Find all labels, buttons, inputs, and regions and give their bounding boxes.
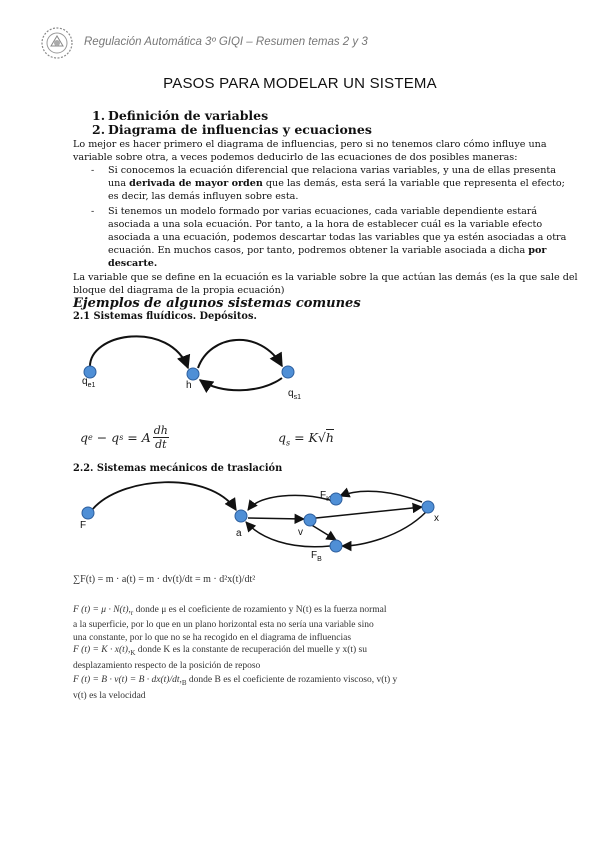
arrow-x-to-Fk	[340, 491, 422, 502]
arrow-v-to-x	[316, 507, 422, 518]
friction-force-equation: F (t) = μ · N(t),	[73, 605, 131, 615]
label-a: a	[236, 528, 242, 539]
tank-mass-balance-equation: q e − q s = A dh dt	[80, 424, 168, 451]
university-seal-icon	[40, 26, 74, 60]
newton-second-law-equation: ∑F(t) = m · a(t) = m · dv(t)/dt = m · d²x(t)/dt²	[73, 574, 256, 585]
label-Fk: $F_K$	[320, 490, 331, 503]
node-Fk	[330, 493, 342, 505]
node-h	[187, 368, 199, 380]
friction-force-paragraph: F $(t) = \mu \cdot N(t),_r$ donde μ es el coeficiente de rozamiento y N(t) es la fuerza normal a la superficie, por lo que en un plano horizontal esta no sería una variable sino una constante, por lo que no se ha recogido en el diagrama de influencias F $(t) = K \cdot x(t),_K$ donde K es la constante de recuperación del muelle y x(t) su desplazamiento respecto de la posición de reposo F $(t) = B \cdot v(t) = B \cdot dx(t)/dt,_B$ donde B es el coeficiente de rozamiento viscoso, v(t) y v(t) es la velocidad	[73, 605, 398, 701]
arrow-Fk-to-a	[248, 495, 330, 510]
arrow-a-to-v	[248, 518, 304, 519]
label-qs: $q_{s1}$	[288, 388, 301, 401]
label-F: F	[80, 520, 87, 531]
spring-force-equation: F (t) = K · x(t),	[73, 645, 131, 656]
node-qs	[282, 366, 294, 378]
text-line: variable sobre otra, a veces podemos deducirlo de las ecuaciones de dos posibles maneras:	[73, 152, 518, 163]
after-paragraph: La variable que se define en la ecuación es la variable sobre la que actúan las demás (es la que sale del bloque del diagrama de la propia ecuación)	[73, 272, 578, 296]
bullet-dash: -	[91, 206, 95, 217]
bullet-dash: -	[91, 165, 95, 176]
label-qe: $q_{e1}$	[82, 376, 96, 389]
bullet-item: - Si conocemos la ecuación diferencial que relaciona varias variables, y una de ellas presenta una derivada de mayor orden que las demás, esta será la variable que representa el efecto; es decir, las demás influyen sobre esta.	[91, 165, 565, 202]
step-number: 1.	[92, 108, 106, 123]
page-title: PASOS PARA MODELAR UN SISTEMA	[163, 75, 437, 92]
section-2-2-title: 2.2. Sistemas mecánicos de traslación	[73, 463, 283, 474]
examples-heading: Ejemplos de algunos sistemas comunes	[73, 296, 361, 311]
node-F	[82, 507, 94, 519]
node-Fb	[330, 540, 342, 552]
arrow-qs-to-h	[200, 378, 282, 390]
label-Fb: $F_B$	[311, 550, 322, 563]
arrow-v-to-Fb	[310, 524, 336, 540]
viscous-force-equation: F (t) = B · v(t) = B · dx(t)/dt,	[73, 675, 182, 686]
mechanical-influence-diagram	[60, 472, 450, 568]
node-a	[235, 510, 247, 522]
node-x	[422, 501, 434, 513]
label-v: v	[298, 527, 303, 538]
section-2-1-title: 2.1 Sistemas fluídicos. Depósitos.	[73, 311, 257, 322]
label-x: x	[434, 513, 439, 524]
bullet-item: - Si tenemos un modelo formado por varias ecuaciones, cada variable dependiente estará asociada a una sola ecuación. Por tanto, a la hora de establecer cuál es la variable efecto asociada a una ecuación, podemos descartar todas las variables que ya estén asociadas a otra ecuación. En muchos casos, por tanto, podremos obtener la variable asociada a dicha por descarte.	[91, 206, 567, 269]
arrow-Fb-to-a	[246, 522, 330, 547]
tank-outflow-equation: $q_s = K√h$	[278, 430, 334, 448]
page-header: Regulación Automática 3º GIQI – Resumen temas 2 y 3	[84, 36, 368, 48]
arrow-x-to-Fb	[342, 512, 426, 546]
step-number: 2.	[92, 122, 106, 137]
text-line: Lo mejor es hacer primero el diagrama de influencias, pero si no tenemos claro cómo influye una	[73, 139, 547, 150]
arrow-h-to-qs	[198, 340, 282, 368]
arrow-qe-to-h	[90, 336, 188, 368]
intro-paragraph	[73, 138, 573, 164]
step-label: Diagrama de influencias y ecuaciones	[108, 122, 372, 137]
node-v	[304, 514, 316, 526]
arrow-F-to-a	[92, 482, 236, 510]
step-label: Definición de variables	[108, 108, 269, 123]
label-h: h	[186, 380, 192, 391]
